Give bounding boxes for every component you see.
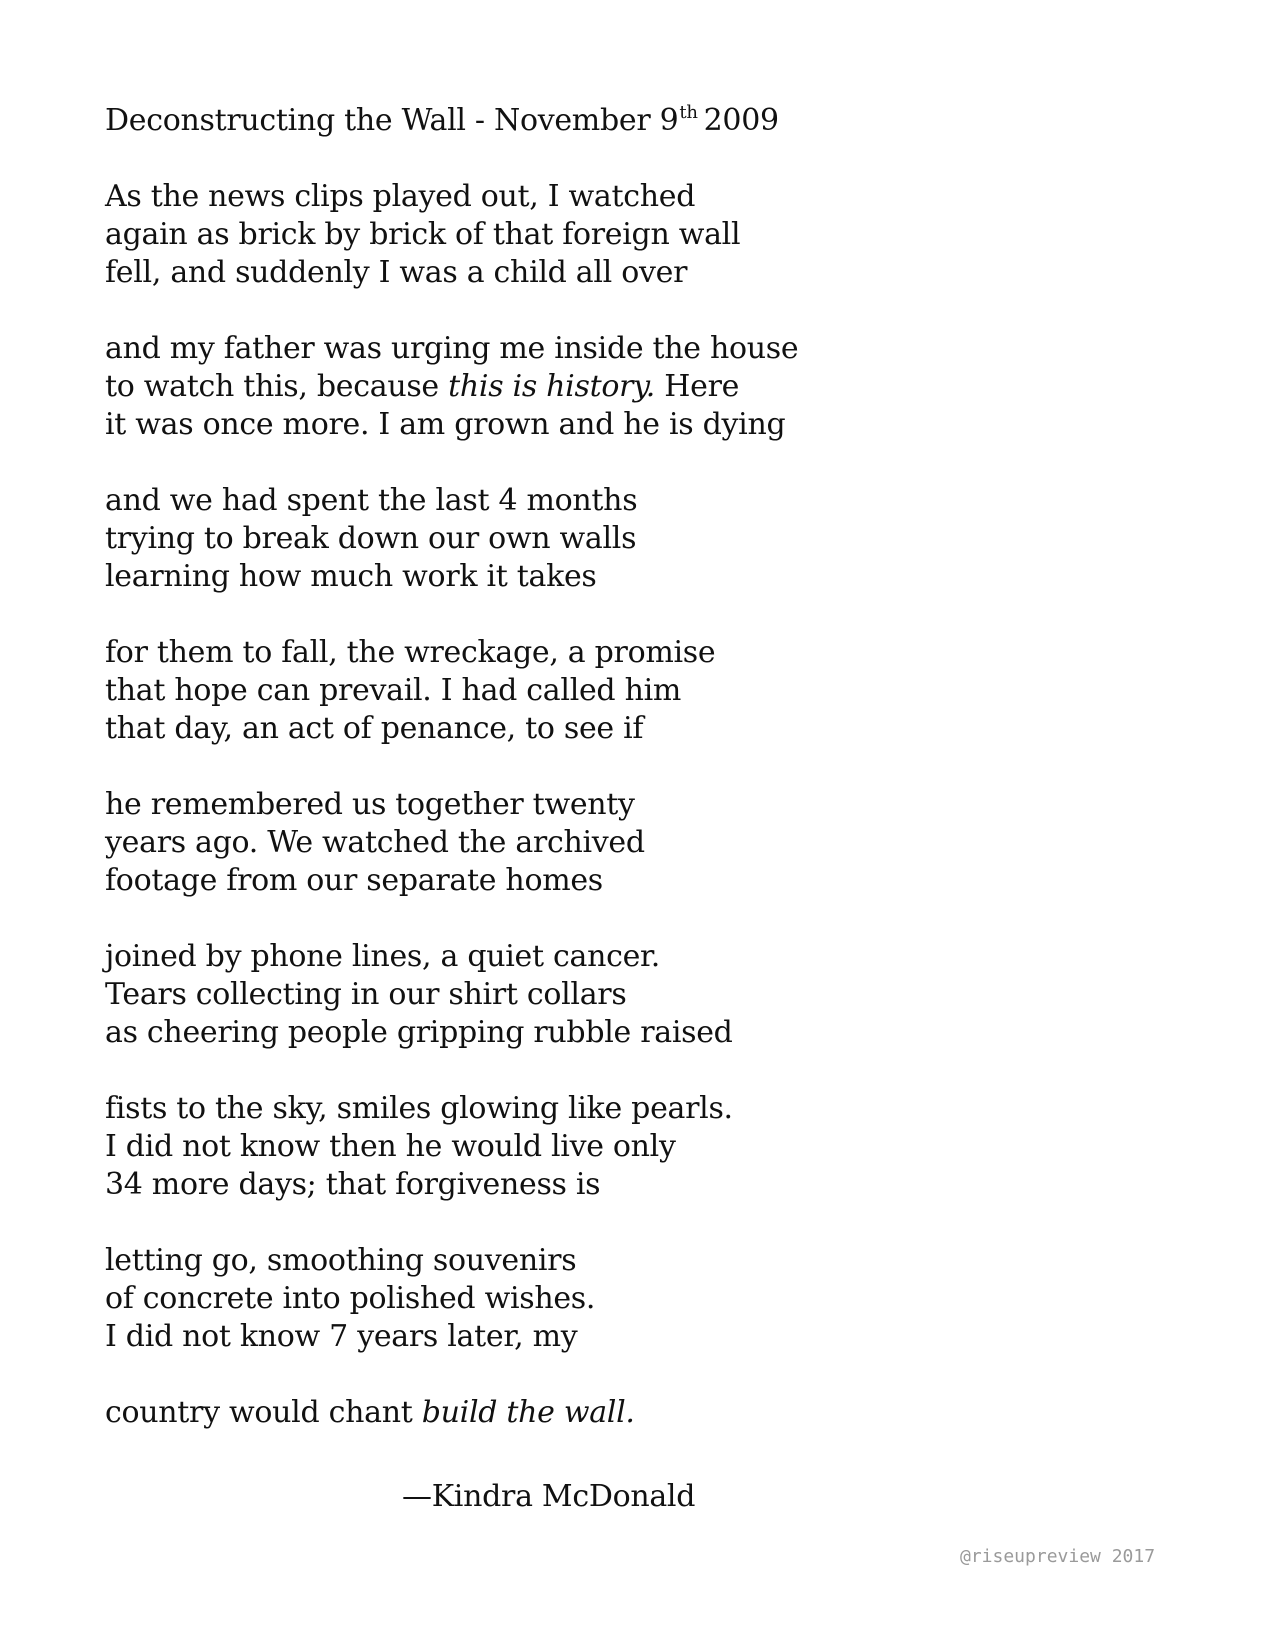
title-main: Deconstructing the Wall - November 9 [105, 103, 679, 138]
poem-line: joined by phone lines, a quiet cancer. [105, 939, 661, 974]
italic-phrase: build the wall. [421, 1395, 635, 1430]
poem-line: I did not know then he would live only [105, 1129, 676, 1164]
poem-line: fists to the sky, smiles glowing like pearls. [105, 1091, 733, 1126]
stanza [105, 634, 798, 748]
poem-line: 34 more days; that forgiveness is [105, 1167, 601, 1202]
poem-line: I did not know 7 years later, my [105, 1319, 578, 1354]
poem-line: Tears collecting in our shirt collars [105, 977, 627, 1012]
poem-line: it was once more. I am grown and he is dying [105, 407, 786, 442]
title-superscript: th [679, 102, 698, 123]
line-segment: country would chant [105, 1395, 422, 1430]
poem-line-with-italic [105, 368, 798, 406]
poem-line: again as brick by brick of that foreign wall [105, 217, 741, 252]
stanza [105, 938, 798, 1052]
title-year: 2009 [703, 103, 779, 138]
poem-line: learning how much work it takes [105, 559, 597, 594]
credit-line: @riseupreview 2017 [960, 1546, 1156, 1567]
poem-line: and my father was urging me inside the house [105, 331, 799, 366]
line-segment: Here [655, 369, 740, 404]
stanza [105, 1394, 798, 1432]
poem-title [105, 102, 779, 144]
poem-line: fell, and suddenly I was a child all over [105, 255, 688, 290]
poem-line: letting go, smoothing souvenirs [105, 1243, 577, 1278]
stanza [105, 330, 798, 444]
poem-line: of concrete into polished wishes. [105, 1281, 596, 1316]
poem-line: he remembered us together twenty [105, 787, 635, 822]
poem-line: for them to fall, the wreckage, a promise [105, 635, 716, 670]
poem-line: that hope can prevail. I had called him [105, 673, 682, 708]
poem-line-with-italic [105, 1394, 798, 1432]
poem-body [105, 178, 798, 1470]
poem-line: years ago. We watched the archived [105, 825, 645, 860]
poem-line: footage from our separate homes [105, 863, 603, 898]
poem-line: As the news clips played out, I watched [105, 179, 696, 214]
poem-line: trying to break down our own walls [105, 521, 637, 556]
italic-phrase: this is history. [448, 369, 656, 404]
author-signature: —Kindra McDonald [402, 1479, 696, 1514]
stanza [105, 786, 798, 900]
stanza [105, 178, 798, 292]
line-segment: to watch this, because [105, 369, 449, 404]
poem-line: and we had spent the last 4 months [105, 483, 638, 518]
stanza [105, 1242, 798, 1356]
stanza [105, 1090, 798, 1204]
stanza [105, 482, 798, 596]
poem-line: that day, an act of penance, to see if [105, 711, 644, 746]
poem-line: as cheering people gripping rubble raised [105, 1015, 733, 1050]
